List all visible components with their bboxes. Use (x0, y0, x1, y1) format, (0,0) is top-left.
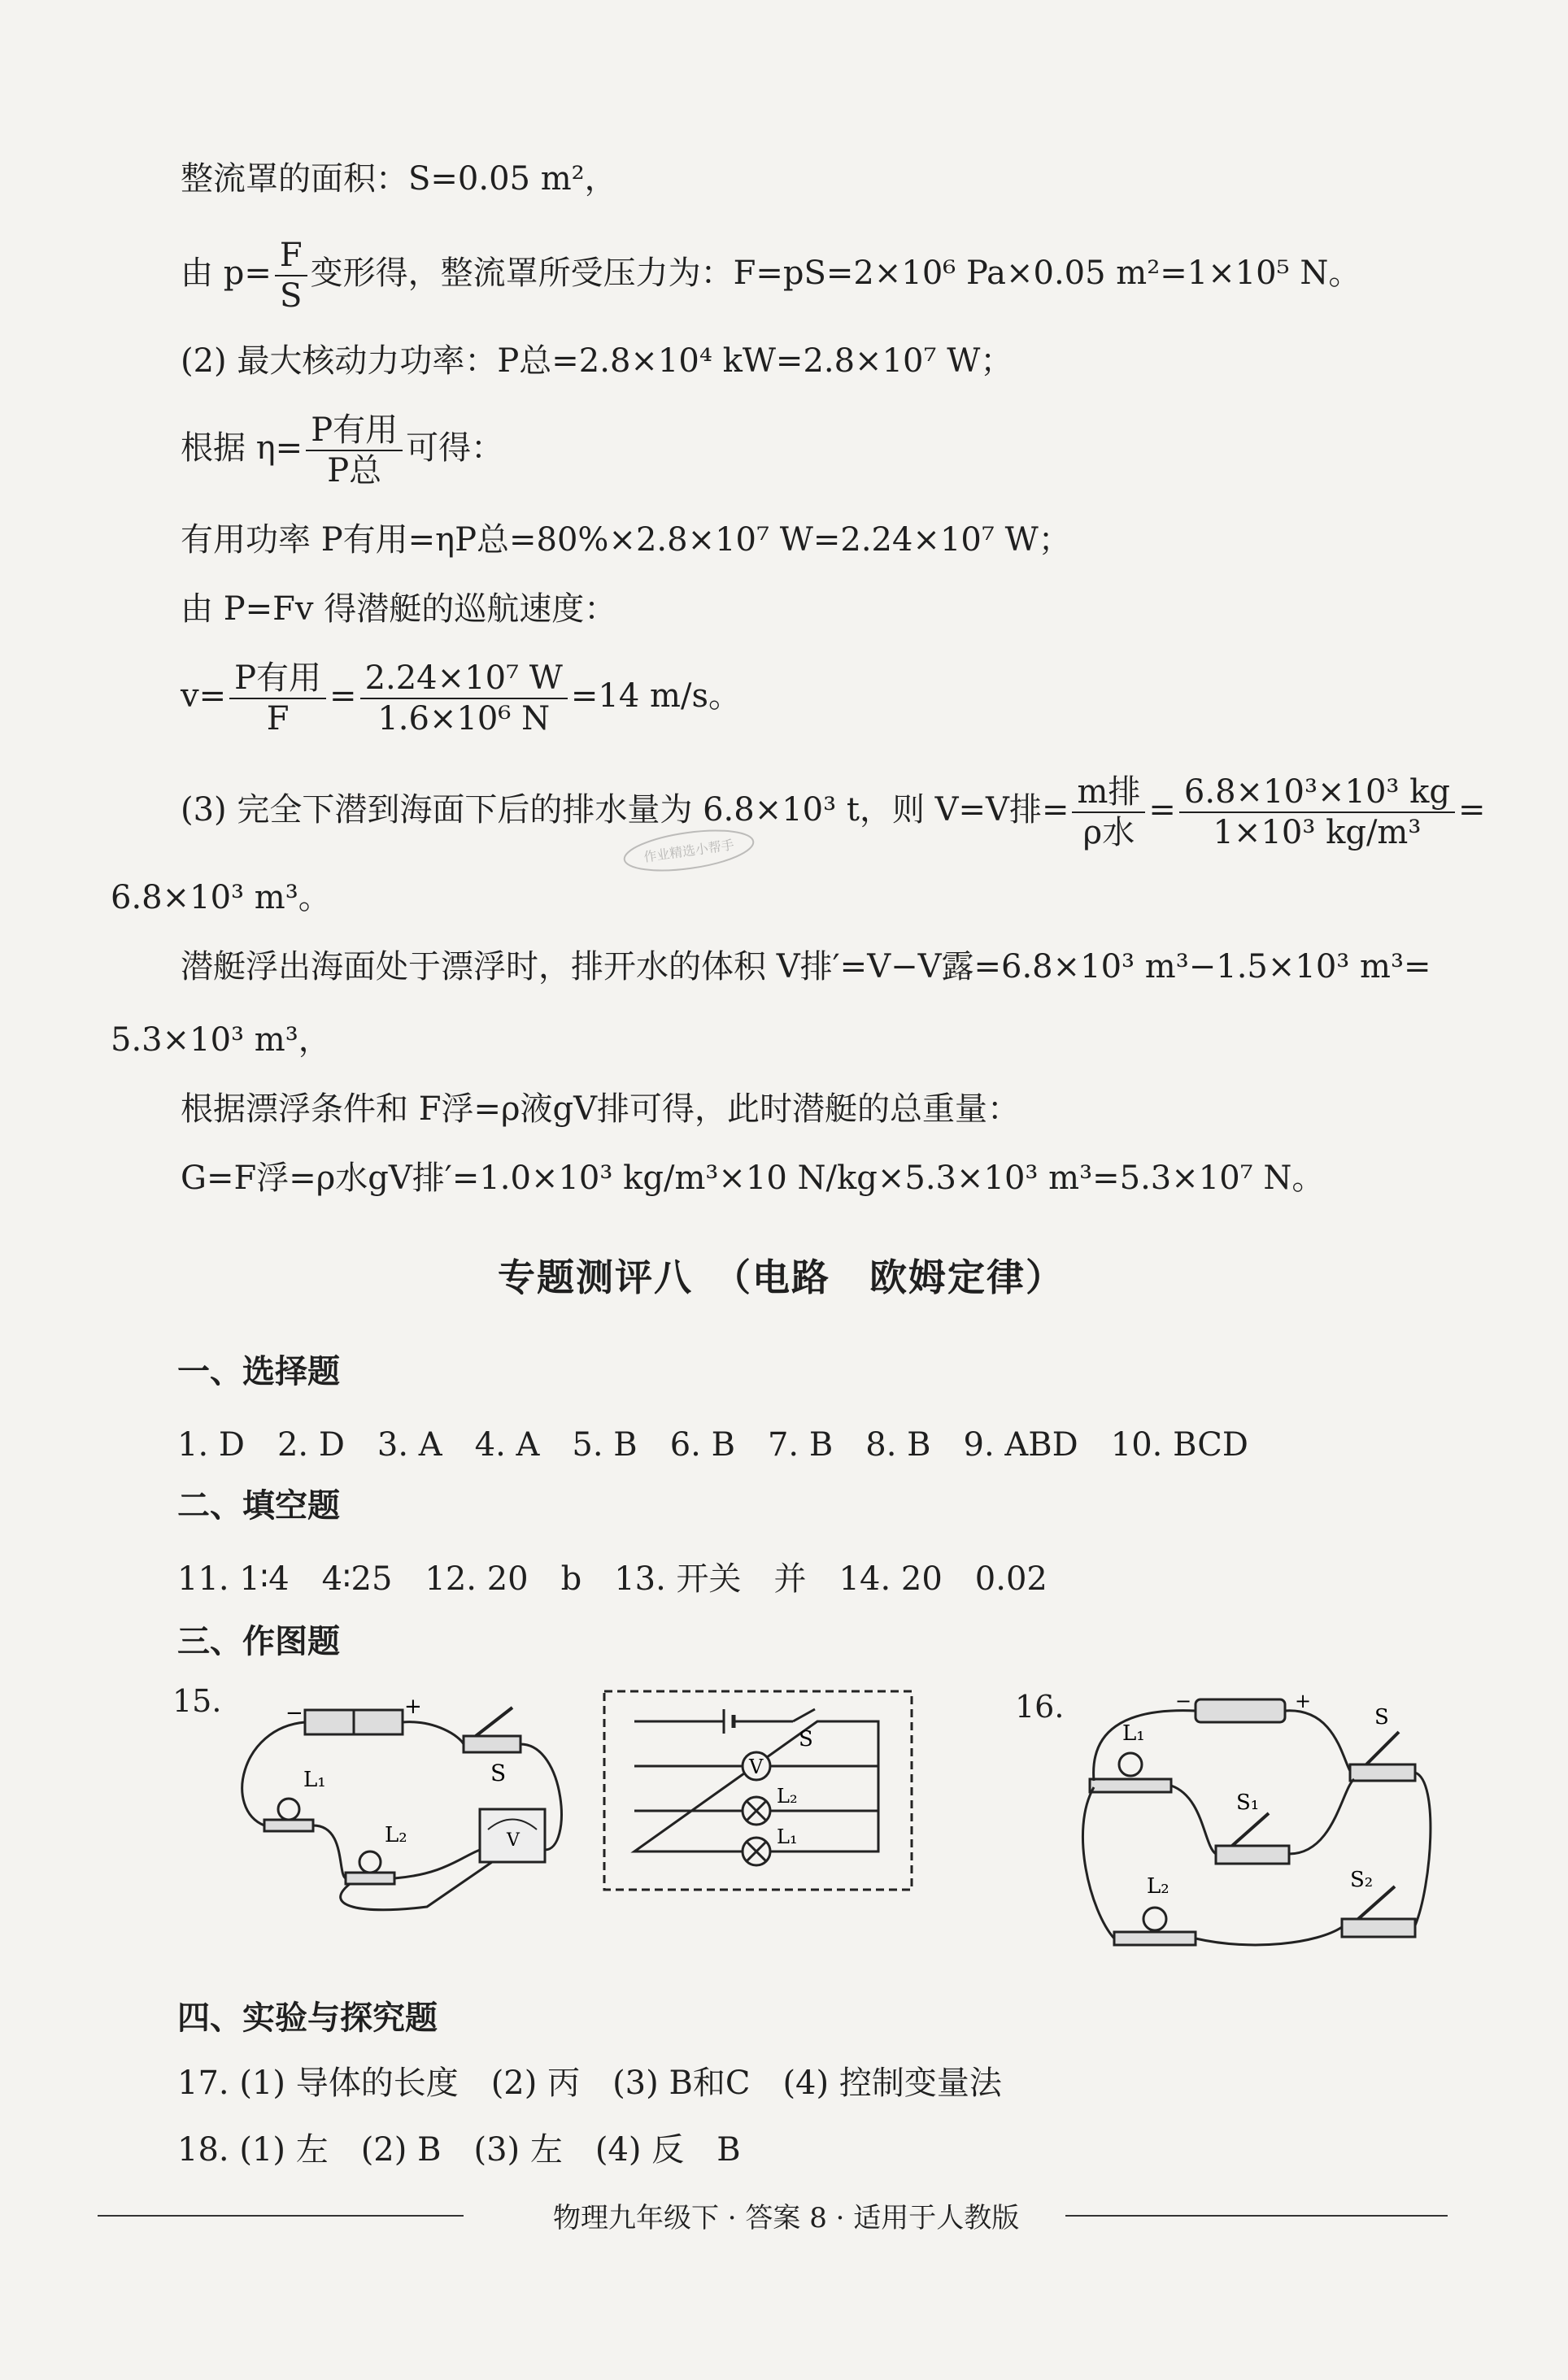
fraction (360, 659, 568, 738)
frac-num: 2.24×10⁷ W (360, 659, 568, 699)
text-seg: 可得： (406, 429, 504, 467)
frac-num: P有用 (306, 411, 403, 451)
plus-label: + (1295, 1690, 1312, 1712)
footer-rule (1065, 2215, 1448, 2217)
text-line: 潜艇浮出海面处于漂浮时，排开水的体积 V排′=V−V露=6.8×10³ m³−1.5×10³ m³= (181, 948, 1431, 986)
voltmeter-label: V (507, 1830, 520, 1851)
footer (98, 2195, 1448, 2236)
text-line (181, 411, 503, 490)
switch-s2-icon (1342, 1919, 1415, 1937)
frac-den: ρ水 (1082, 814, 1135, 851)
bulb-l1-icon (1119, 1753, 1142, 1776)
text-line (181, 236, 1361, 315)
text-line (181, 772, 1486, 852)
minus-label: − (285, 1701, 303, 1725)
answer-line: 1. D 2. D 3. A 4. A 5. B 6. B 7. B 8. B 9. ABD 10. BCD (177, 1426, 1248, 1464)
switch-s-icon (1350, 1764, 1415, 1781)
fraction (275, 236, 307, 315)
switch-label: S (490, 1760, 507, 1786)
answer-line: 17. (1) 导体的长度 (2) 丙 (3) B和C (4) 控制变量法 (177, 2065, 1002, 2102)
fraction (306, 411, 403, 490)
frac-num: P有用 (229, 659, 326, 699)
text-seg: 根据 η= (181, 429, 303, 467)
text-line: (2) 最大核动力功率：P总=2.8×10⁴ kW=2.8×10⁷ W； (181, 342, 1013, 380)
text-seg: v= (181, 677, 227, 715)
q16-physical-circuit (1074, 1683, 1448, 1960)
frac-num: 6.8×10³×10³ kg (1179, 772, 1455, 813)
switch-label: S (799, 1727, 813, 1751)
text-line: 6.8×10³ m³。 (111, 879, 331, 916)
stamp-text: 作业精选小帮手 (642, 837, 735, 865)
section-title: 四、实验与探究题 (177, 1999, 438, 2037)
text-line: 有用功率 P有用=ηP总=80%×2.8×10⁷ W=2.24×10⁷ W； (181, 521, 1071, 559)
bulb-label-l1: L₁ (1122, 1721, 1145, 1746)
text-line: 整流罩的面积：S=0.05 m²， (181, 160, 617, 198)
frac-den: P总 (327, 452, 382, 489)
answer-line: 11. 1∶4 4∶25 12. 20 b 13. 开关 并 14. 20 0.02 (177, 1560, 1048, 1598)
question-number: 15. (172, 1683, 222, 1719)
battery-icon (1196, 1699, 1285, 1722)
q15-physical-circuit (232, 1687, 590, 1931)
switch-s-label: S (1374, 1705, 1389, 1730)
fraction (229, 659, 326, 738)
bulb-icon (359, 1851, 381, 1873)
text-seg: = (329, 677, 357, 715)
footer-text: 物理九年级下 · 答案 8 · 适用于人教版 (553, 2202, 1020, 2234)
switch-icon (793, 1709, 815, 1721)
frac-den: 1.6×10⁶ N (377, 700, 551, 737)
text-seg: 变形得，整流罩所受压力为：F=pS=2×10⁶ Pa×0.05 m²=1×10⁵ N。 (310, 255, 1361, 292)
section-heading: 专题测评八 （电路 欧姆定律） (498, 1255, 1065, 1299)
text-seg: = (1148, 791, 1176, 829)
bulb-icon (278, 1799, 299, 1820)
text-seg: = (1458, 791, 1486, 829)
question-number: 16. (1015, 1689, 1065, 1725)
fraction (1179, 772, 1455, 852)
frac-num: F (275, 236, 307, 276)
answer-line: 18. (1) 左 (2) B (3) 左 (4) 反 B (177, 2131, 741, 2169)
frac-den: S (280, 277, 303, 315)
frac-num: m排 (1072, 772, 1145, 813)
q15-schematic (602, 1689, 915, 1894)
section-title: 三、作图题 (177, 1623, 340, 1660)
text-line: 根据漂浮条件和 F浮=ρ液gV排可得，此时潜艇的总重量： (181, 1090, 1020, 1128)
fraction (1072, 772, 1145, 852)
voltmeter-label: V (749, 1756, 764, 1778)
text-seg: 由 p= (181, 255, 272, 292)
section-title: 二、填空题 (177, 1487, 340, 1525)
bulb-label-l1: L₁ (303, 1768, 326, 1792)
switch-icon (464, 1736, 520, 1752)
footer-rule (98, 2215, 464, 2217)
bulb-label-l2: L₂ (777, 1785, 798, 1808)
section-title: 一、选择题 (177, 1353, 340, 1390)
text-line: G=F浮=ρ水gV排′=1.0×10³ kg/m³×10 N/kg×5.3×10³ m³=5.3×10⁷ N。 (181, 1160, 1325, 1197)
bulb-label-l2: L₂ (1147, 1874, 1169, 1899)
frac-den: 1×10³ kg/m³ (1213, 814, 1422, 851)
text-line (181, 659, 741, 738)
switch-s1-icon (1216, 1846, 1289, 1864)
switch-s2-label: S₂ (1350, 1868, 1374, 1892)
frac-den: F (266, 700, 290, 737)
text-line: 5.3×10³ m³， (111, 1021, 331, 1059)
text-seg: (3) 完全下潜到海面下后的排水量为 6.8×10³ t，则 V=V排= (181, 791, 1069, 829)
text-seg: =14 m/s。 (570, 677, 741, 715)
bulb-label-l1: L₁ (777, 1825, 798, 1848)
bulb-l2-icon (1143, 1908, 1166, 1930)
switch-s1-label: S₁ (1236, 1790, 1260, 1815)
text-line: 由 P=Fv 得潜艇的巡航速度： (181, 590, 617, 628)
bulb-label-l2: L₂ (385, 1823, 407, 1847)
plus-label: + (404, 1695, 422, 1719)
minus-label: − (1175, 1690, 1192, 1712)
